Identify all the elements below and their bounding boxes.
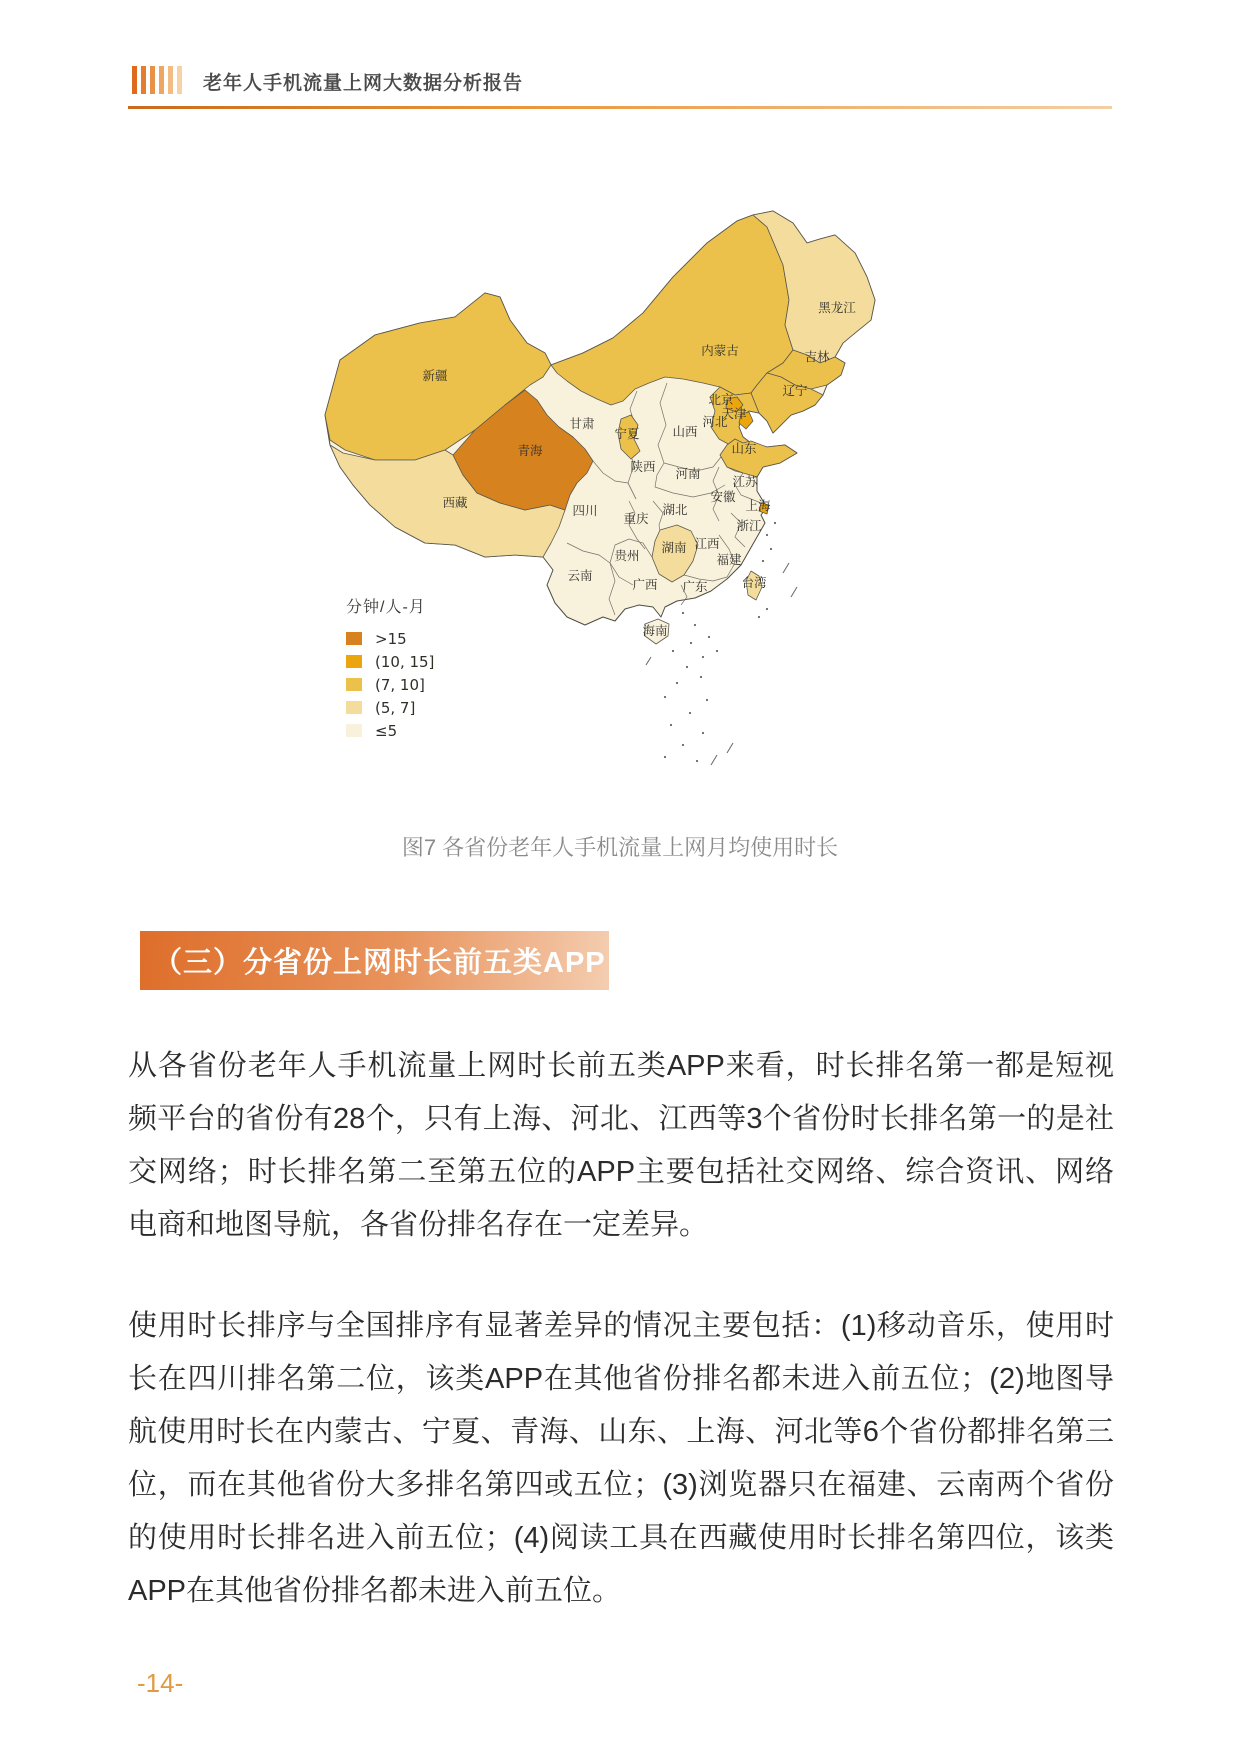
island-slash bbox=[646, 657, 651, 665]
bar-6 bbox=[177, 66, 182, 94]
island-slash bbox=[783, 563, 789, 573]
island-slash bbox=[727, 743, 733, 753]
report-title: 老年人手机流量上网大数据分析报告 bbox=[203, 73, 524, 94]
province-label-jilin: 吉林 bbox=[804, 350, 830, 364]
province-label-hunan: 湖南 bbox=[661, 541, 687, 555]
province-label-beijing: 北京 bbox=[708, 393, 734, 407]
island-slash bbox=[791, 587, 797, 597]
province-label-tianjin: 天津 bbox=[721, 407, 747, 421]
province-label-guangdong: 广东 bbox=[682, 580, 708, 594]
province-label-xinjiang: 新疆 bbox=[422, 369, 448, 383]
island-dot bbox=[758, 616, 760, 618]
province-label-shanxi: 山西 bbox=[672, 425, 698, 439]
bar-2 bbox=[141, 66, 146, 94]
legend-swatch-gt15 bbox=[346, 632, 362, 645]
province-label-anhui: 安徽 bbox=[710, 490, 736, 504]
section-title: （三）分省份上网时长前五类APP bbox=[153, 947, 606, 979]
province-label-liaoning: 辽宁 bbox=[782, 384, 808, 398]
island-dot bbox=[696, 760, 698, 762]
province-neimenggu bbox=[551, 215, 793, 405]
island-dot bbox=[770, 548, 772, 550]
province-label-shanghai: 上海 bbox=[745, 499, 771, 513]
province-label-ningxia: 宁夏 bbox=[614, 427, 640, 441]
province-label-hainan: 海南 bbox=[642, 624, 668, 638]
province-label-neimenggu: 内蒙古 bbox=[701, 344, 739, 358]
province-label-chongqing: 重庆 bbox=[623, 512, 649, 526]
province-label-guangxi: 广西 bbox=[632, 578, 658, 592]
island-dot bbox=[670, 724, 672, 726]
island-dot bbox=[689, 712, 691, 714]
island-dot bbox=[694, 624, 696, 626]
island-dot bbox=[774, 522, 776, 524]
bar-5 bbox=[168, 66, 173, 94]
province-label-taiwan: 台湾 bbox=[741, 576, 767, 590]
island-dot bbox=[706, 699, 708, 701]
header-rule bbox=[128, 106, 1112, 109]
bar-1 bbox=[132, 66, 137, 94]
province-label-shaanxi: 陕西 bbox=[630, 460, 656, 474]
island-dot bbox=[676, 682, 678, 684]
legend-swatch-7-10 bbox=[346, 678, 362, 691]
island-dot bbox=[766, 608, 768, 610]
legend-title: 分钟/人-月 bbox=[346, 599, 426, 616]
province-label-jiangsu: 江苏 bbox=[732, 475, 758, 489]
legend-label: (5, 7] bbox=[375, 698, 416, 717]
province-label-heilongjiang: 黑龙江 bbox=[818, 301, 856, 315]
legend-swatch-10-15 bbox=[346, 655, 362, 668]
legend-item bbox=[346, 627, 434, 650]
legend-item bbox=[346, 673, 434, 696]
island-dot bbox=[708, 636, 710, 638]
legend-swatch-le5 bbox=[346, 724, 362, 737]
province-label-sichuan: 四川 bbox=[572, 504, 598, 518]
island-slash bbox=[711, 755, 717, 765]
province-label-henan: 河南 bbox=[675, 467, 701, 481]
body-paragraph-1: 从各省份老年人手机流量上网时长前五类APP来看，时长排名第一都是短视频平台的省份有28个，只有上海、河北、江西等3个省份时长排名第一的是社交网络；时长排名第二至第五位的APP主要包括社交网络、综合资讯、网络电商和地图导航，各省份排名存在一定差异。 bbox=[128, 1050, 1114, 1241]
header-bars-icon bbox=[132, 66, 182, 94]
bar-4 bbox=[159, 66, 164, 94]
legend-item bbox=[346, 696, 434, 719]
island-dot bbox=[664, 696, 666, 698]
body-paragraph-2: 使用时长排序与全国排序有显著差异的情况主要包括：(1)移动音乐，使用时长在四川排名第二位，该类APP在其他省份排名都未进入前五位；(2)地图导航使用时长在内蒙古、宁夏、青海、山东、上海、河北等6个省份都排名第三位，而在其他省份大多排名第四或五位；(3)浏览器只在福建、云南两个省份的使用时长排名进入前五位；(4)阅读工具在西藏使用时长排名第四位，该类APP在其他省份排名都未进入前五位。 bbox=[128, 1310, 1114, 1607]
legend-item bbox=[346, 650, 434, 673]
legend-label: (7, 10] bbox=[375, 675, 425, 694]
legend-label: >15 bbox=[375, 629, 407, 648]
legend-swatch-5-7 bbox=[346, 701, 362, 714]
section-banner bbox=[140, 931, 609, 990]
island-dot bbox=[766, 534, 768, 536]
page-number: -14- bbox=[137, 1668, 184, 1698]
island-dot bbox=[672, 650, 674, 652]
province-label-gansu: 甘肃 bbox=[569, 417, 595, 431]
province-label-yunnan: 云南 bbox=[567, 569, 593, 583]
island-dot bbox=[664, 756, 666, 758]
island-dot bbox=[702, 656, 704, 658]
island-dot bbox=[690, 642, 692, 644]
legend-item bbox=[346, 719, 434, 742]
province-label-zhejiang: 浙江 bbox=[736, 519, 762, 533]
legend-label: (10, 15] bbox=[375, 652, 435, 671]
province-label-hebei: 河北 bbox=[702, 415, 728, 429]
island-dot bbox=[700, 676, 702, 678]
bar-3 bbox=[150, 66, 155, 94]
province-label-fujian: 福建 bbox=[716, 553, 742, 567]
province-label-jiangxi: 江西 bbox=[694, 537, 720, 551]
island-dot bbox=[702, 732, 704, 734]
island-dot bbox=[682, 612, 684, 614]
province-label-hubei: 湖北 bbox=[662, 503, 688, 517]
province-label-xizang: 西藏 bbox=[442, 496, 468, 510]
island-dot bbox=[686, 666, 688, 668]
island-dot bbox=[716, 650, 718, 652]
province-label-shandong: 山东 bbox=[731, 442, 757, 456]
island-dot bbox=[682, 744, 684, 746]
island-dot bbox=[762, 560, 764, 562]
province-label-qinghai: 青海 bbox=[517, 444, 543, 458]
legend-label: ≤5 bbox=[375, 721, 398, 740]
province-label-guizhou: 贵州 bbox=[614, 549, 640, 563]
map-legend bbox=[346, 594, 434, 742]
figure-caption: 图7 各省份老年人手机流量上网月均使用时长 bbox=[401, 835, 839, 860]
